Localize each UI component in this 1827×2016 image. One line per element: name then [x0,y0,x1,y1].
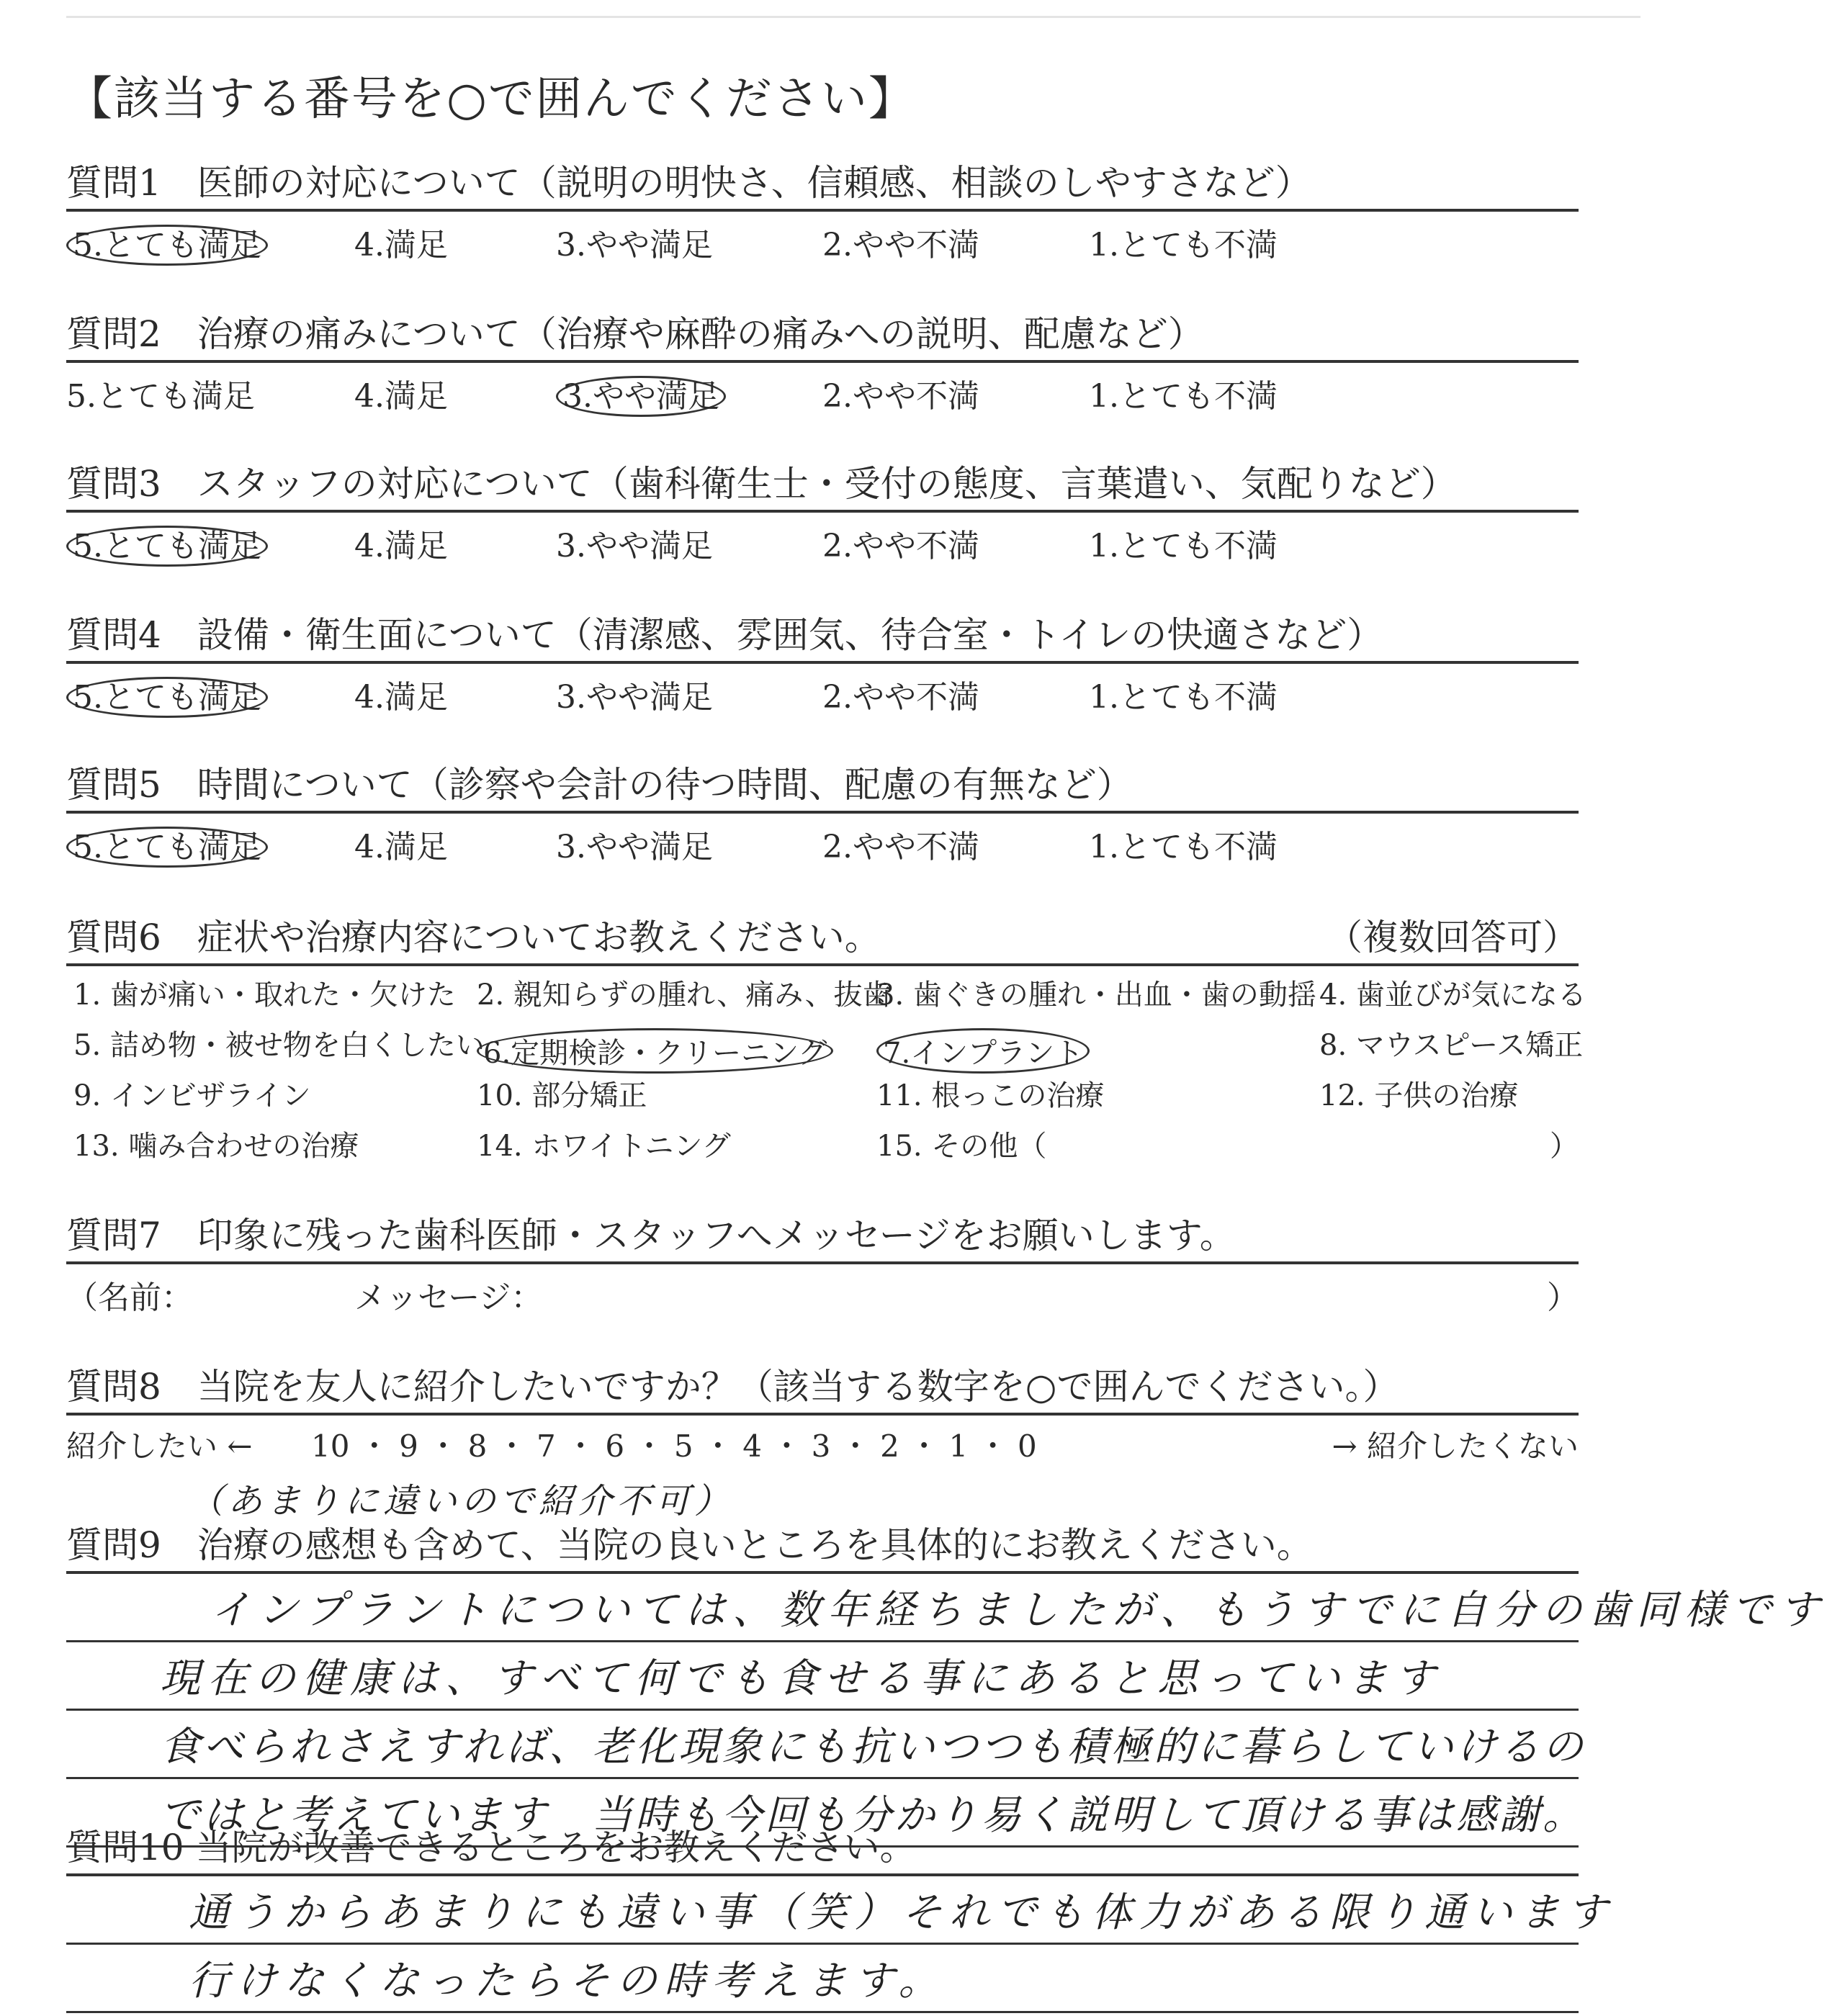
q1-option-3[interactable]: 3.やや満足 [556,227,713,264]
q6-item-13[interactable]: 13. 噛み合わせの治療 [73,1130,359,1163]
question-5-options [66,814,1579,864]
question-7 [66,1210,1579,1315]
question-3-options [66,513,1579,563]
q2-option-3-label: 3.やや満足 [556,376,726,417]
q6-item-6-label: 6.定期検診・クリーニング [477,1028,833,1074]
scale-left-label: 紹介したい ← [66,1428,253,1464]
q6-item-15[interactable]: 15. その他（ [876,1130,1047,1163]
q6-item-8[interactable]: 8. マウスピース矯正 [1319,1029,1584,1062]
q4-option-4[interactable]: 4.満足 [354,679,448,716]
q3-option-5[interactable] [66,520,268,566]
question-10-heading: 質問10 当院が改善できるところをお教えください。 [66,1827,916,1868]
q1-option-2[interactable]: 2.やや不満 [822,227,979,264]
q10-answer-line-1[interactable] [66,1876,1615,1945]
question-6-heading: 質問6 症状や治療内容についてお教えください。 [66,917,881,958]
question-3 [66,458,1579,563]
q6-item-2[interactable]: 2. 親知らずの腫れ、痛み、抜歯 [477,978,892,1012]
question-3-heading: 質問3 スタッフの対応について（歯科衛生士・受付の態度、言葉遣い、気配りなど） [66,463,1457,505]
q9-handwriting-1: インプラントについては、数年経ちましたが、もうすでに自分の歯同様です [210,1587,1827,1634]
question-10 [66,1822,1615,2013]
recommend-scale [66,1416,1579,1473]
q6-other-close: ） [1550,1130,1579,1163]
scale-values[interactable]: 10 ・ 9 ・ 8 ・ 7 ・ 6 ・ 5 ・ 4 ・ 3 ・ 2 ・ 1 ・ 0 [311,1428,1037,1464]
q6-item-9[interactable]: 9. インビザライン [73,1079,311,1112]
q4-option-1[interactable]: 1.とても不満 [1089,679,1278,716]
multiple-answers-note: （複数回答可） [1327,917,1579,958]
question-2 [66,308,1579,413]
q6-item-7-label: 7.インプラント [876,1028,1090,1074]
q6-row-4 [66,1117,1579,1168]
q4-option-3[interactable]: 3.やや満足 [556,679,713,716]
q6-item-14[interactable]: 14. ホワイトニング [477,1130,731,1163]
q8-handwritten-note: （あまりに遠いので紹介不可） [189,1481,734,1521]
question-5-heading: 質問5 時間について（診察や会計の待つ時間、配慮の有無など） [66,764,1133,806]
q6-row-2 [66,1017,1584,1070]
q4-option-5[interactable] [66,671,268,717]
top-rule [66,16,1640,18]
question-1 [66,157,1579,262]
question-2-heading: 質問2 治療の痛みについて（治療や麻酔の痛みへの説明、配慮など） [66,313,1204,355]
question-2-options [66,363,1579,413]
q6-item-4[interactable]: 4. 歯並びが気になる [1319,978,1586,1012]
q10-answer-line-2[interactable] [66,1945,1579,2013]
q9-answer-line-1[interactable] [66,1574,1827,1642]
q5-option-5-label: 5.とても満足 [66,827,268,868]
q3-option-3[interactable]: 3.やや満足 [556,528,713,564]
question-6 [66,912,1586,1168]
q6-item-1[interactable]: 1. 歯が痛い・取れた・欠けた [73,978,456,1012]
question-9-heading: 質問9 治療の感想も含めて、当院の良いところを具体的にお教えください。 [66,1524,1313,1566]
question-4-options [66,664,1579,714]
q6-row-3 [66,1067,1579,1117]
q5-option-2[interactable]: 2.やや不満 [822,829,979,865]
q3-option-5-label: 5.とても満足 [66,526,268,567]
q9-handwriting-3: 食べられさえすれば、老化現象にも抗いつつも積極的に暮らしていけるの [160,1724,1586,1770]
q9-answer-line-2[interactable] [66,1642,1579,1711]
question-5 [66,759,1579,864]
q2-option-4[interactable]: 4.満足 [354,378,448,415]
q6-item-3[interactable]: 3. 歯ぐきの腫れ・出血・歯の動揺 [876,978,1316,1012]
q6-item-12[interactable]: 12. 子供の治療 [1319,1079,1519,1112]
q6-item-11[interactable]: 11. 根っこの治療 [876,1079,1105,1112]
q4-option-5-label: 5.とても満足 [66,677,268,718]
question-6-heading-row [66,912,1579,963]
q5-option-5[interactable] [66,821,268,867]
message-field-label[interactable]: メッセージ： [354,1279,543,1316]
page-title: 【該当する番号を○で囲んでください】 [66,73,916,126]
q3-option-1[interactable]: 1.とても不満 [1089,528,1278,564]
question-9 [66,1519,1827,1848]
q1-option-1[interactable]: 1.とても不満 [1089,227,1278,264]
q5-option-1[interactable]: 1.とても不満 [1089,829,1278,865]
q6-item-10[interactable]: 10. 部分矯正 [477,1079,647,1112]
q2-option-2[interactable]: 2.やや不満 [822,378,979,415]
question-7-fields [66,1264,1579,1315]
question-8 [66,1361,1579,1523]
q2-option-1[interactable]: 1.とても不満 [1089,378,1278,415]
q1-option-5[interactable] [66,219,268,265]
scale-right-label: → 紹介したくない [1332,1428,1579,1464]
q2-option-3[interactable] [556,370,726,416]
q1-option-5-label: 5.とても満足 [66,225,268,266]
name-field-label[interactable]: （名前： [66,1279,193,1316]
q6-row-1 [66,966,1586,1017]
q5-option-4[interactable]: 4.満足 [354,829,448,865]
question-7-heading: 質問7 印象に残った歯科医師・スタッフへメッセージをお願いします。 [66,1215,1236,1256]
q6-item-5[interactable]: 5. 詰め物・被せ物を白くしたい [73,1029,485,1062]
q9-answer-line-3[interactable] [66,1711,1586,1779]
q5-option-3[interactable]: 3.やや満足 [556,829,713,865]
question-1-heading: 質問1 医師の対応について（説明の明快さ、信頼感、相談のしやすさなど） [66,162,1311,204]
question-4-heading: 質問4 設備・衛生面について（清潔感、雰囲気、待合室・トイレの快適さなど） [66,614,1383,656]
q3-option-2[interactable]: 2.やや不満 [822,528,979,564]
question-8-heading: 質問8 当院を友人に紹介したいですか？（該当する数字を○で囲んでください。） [66,1366,1399,1408]
q10-handwriting-1: 通うからあまりにも遠い事（笑）それでも体力がある限り通います [189,1889,1615,1936]
q2-option-5[interactable]: 5.とても満足 [66,378,255,415]
q4-option-2[interactable]: 2.やや不満 [822,679,979,716]
q9-handwriting-4: ではと考えています 当時も今回も分かり易く説明して頂ける事は感謝。 [160,1792,1586,1839]
question-1-options [66,212,1579,262]
q3-option-4[interactable]: 4.満足 [354,528,448,564]
question-4 [66,609,1579,714]
q9-handwriting-2: 現在の健康は、すべて何でも食せる事にあると思っています [160,1655,1442,1702]
q10-handwriting-2: 行けなくなったらその時考えます。 [189,1958,946,2004]
q1-option-4[interactable]: 4.満足 [354,227,448,264]
message-field-close: ） [1547,1279,1579,1316]
